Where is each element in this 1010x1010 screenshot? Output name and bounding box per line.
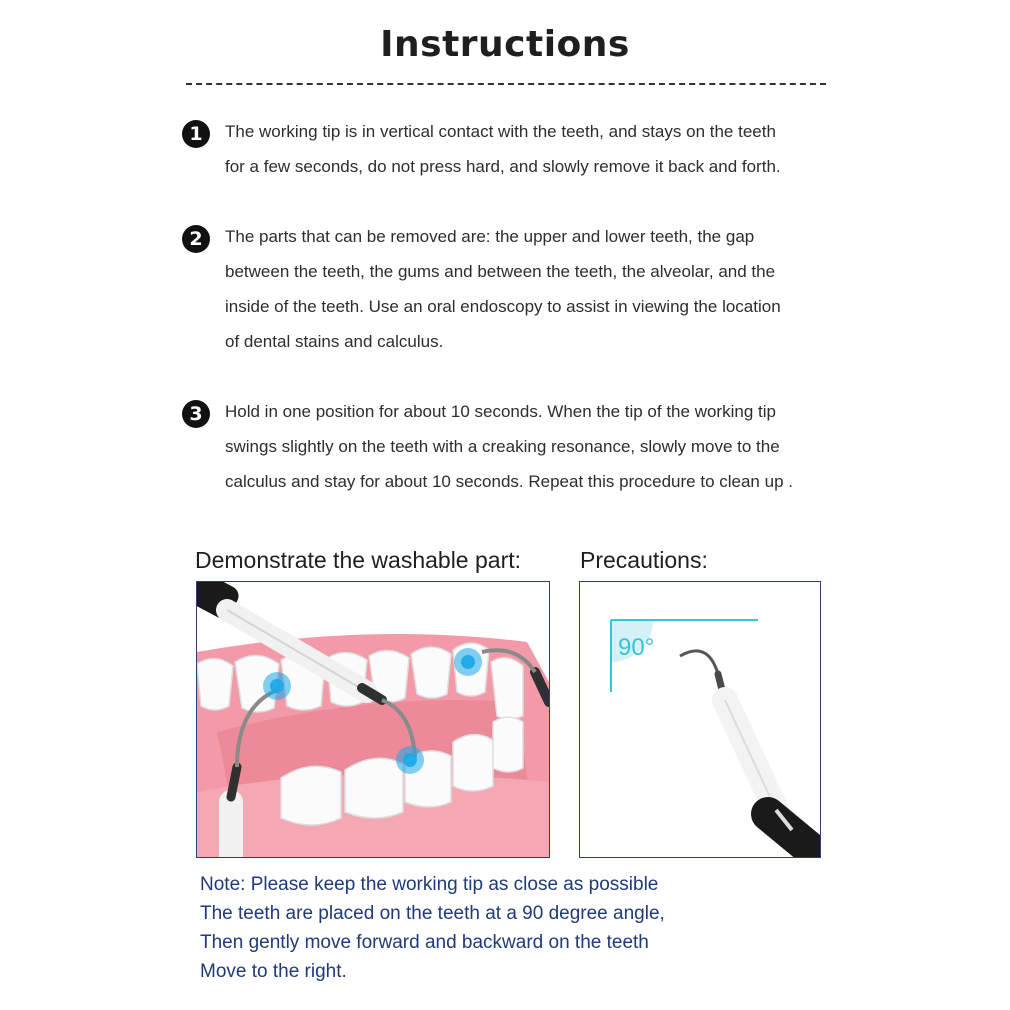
step-3-text xyxy=(225,394,825,499)
note-line: Then gently move forward and backward on the teeth xyxy=(200,932,649,953)
step-1-line: for a few seconds, do not press hard, and slowly remove it back and forth. xyxy=(225,157,781,176)
note-line: Note: Please keep the working tip as close as possible xyxy=(200,874,659,895)
step-3-line: Hold in one position for about 10 seconds. When the tip of the working tip xyxy=(225,402,776,421)
step-3-line: calculus and stay for about 10 seconds. Repeat this procedure to clean up . xyxy=(225,472,793,491)
dashed-divider xyxy=(186,83,826,85)
step-3-line: swings slightly on the teeth with a creaking resonance, slowly move to the xyxy=(225,437,780,456)
demo-heading: Demonstrate the washable part: xyxy=(195,547,522,573)
angle-label: 90° xyxy=(618,634,655,661)
teeth-illustration-image xyxy=(197,582,549,857)
step-2-line: inside of the teeth. Use an oral endoscopy to assist in viewing the location xyxy=(225,297,781,316)
step-2-text xyxy=(225,219,825,359)
note-text xyxy=(200,870,760,986)
angle-illustration-image xyxy=(580,582,820,857)
note-line: Move to the right. xyxy=(200,961,347,982)
step-1-text xyxy=(225,114,825,184)
step-1-number: 1 xyxy=(182,120,210,148)
page-title: Instructions xyxy=(380,24,630,65)
step-1-line: The working tip is in vertical contact with the teeth, and stays on the teeth xyxy=(225,122,776,141)
note-line: The teeth are placed on the teeth at a 90 degree angle, xyxy=(200,903,665,924)
teeth-illustration xyxy=(196,581,550,858)
step-2-line: between the teeth, the gums and between the teeth, the alveolar, and the xyxy=(225,262,776,281)
step-2-number: 2 xyxy=(182,225,210,253)
precautions-illustration xyxy=(579,581,821,858)
step-2-line: of dental stains and calculus. xyxy=(225,332,444,351)
precautions-heading: Precautions: xyxy=(580,547,708,573)
step-2-line: The parts that can be removed are: the upper and lower teeth, the gap xyxy=(225,227,755,246)
step-3-number: 3 xyxy=(182,400,210,428)
